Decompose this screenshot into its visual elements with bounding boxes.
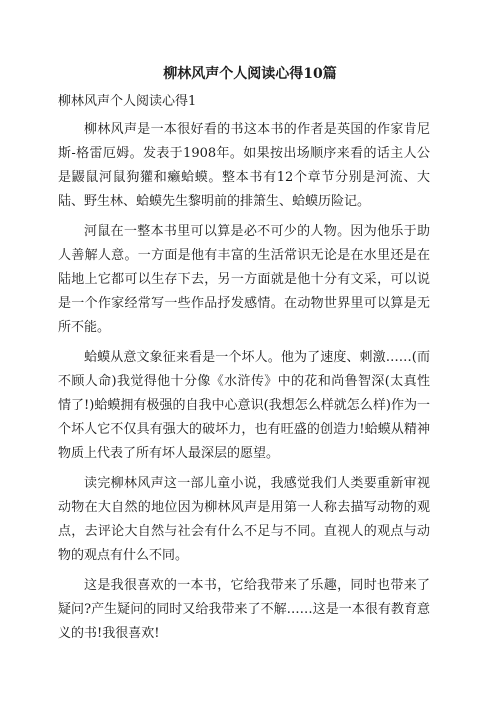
paragraph: 蛤蟆从意文象征来看是一个坏人。他为了速度、刺激……(而不顾人命)我觉得他十分像《水浒传》中的花和尚鲁智深(太真性情了!)蛤蟆拥有极强的自我中心意识(我想怎么样就怎么样)作为一个坏人它不仅具有强大的破坏力，也有旺盛的创造力!蛤蟆从精神物质上代表了所有坏人最深层的愿望。 [58, 350, 430, 461]
paragraph: 这是我很喜欢的一本书，它给我带来了乐趣，同时也带来了疑问?产生疑问的同时又给我带来了不解……这是一本很有教育意义的书!我很喜欢! [58, 578, 430, 641]
section-subheading: 柳林风声个人阅读心得1 [58, 94, 197, 109]
paragraph: 读完柳林风声这一部儿童小说，我感觉我们人类要重新审视动物在大自然的地位因为柳林风声是用第一人称去描写动物的观点，去评论大自然与社会有什么不足与不同。直视人的观点与动物的观点有什么不同。 [58, 476, 430, 563]
document-title: 柳林风声个人阅读心得10篇 [163, 66, 337, 82]
paragraph: 柳林风声是一本很好看的书这本书的作者是英国的作家肯尼斯-格雷厄姆。发表于1908年。如果按出场顺序来看的话主人公是鼹鼠河鼠狗獾和癞蛤蟆。整本书有12个章节分别是河流、大陆、野生林、蛤蟆先生黎明前的排箫生、蛤蟆历险记。 [58, 122, 430, 209]
document-body [58, 118, 430, 652]
paragraph: 河鼠在一整本书里可以算是必不可少的人物。因为他乐于助人善解人意。一方面是他有丰富的生活常识无论是在水里还是在陆地上它都可以生存下去，另一方面就是他十分有文采，可以说是一个作家经常写一些作品抒发感情。在动物世界里可以算是无所不能。 [58, 224, 430, 335]
